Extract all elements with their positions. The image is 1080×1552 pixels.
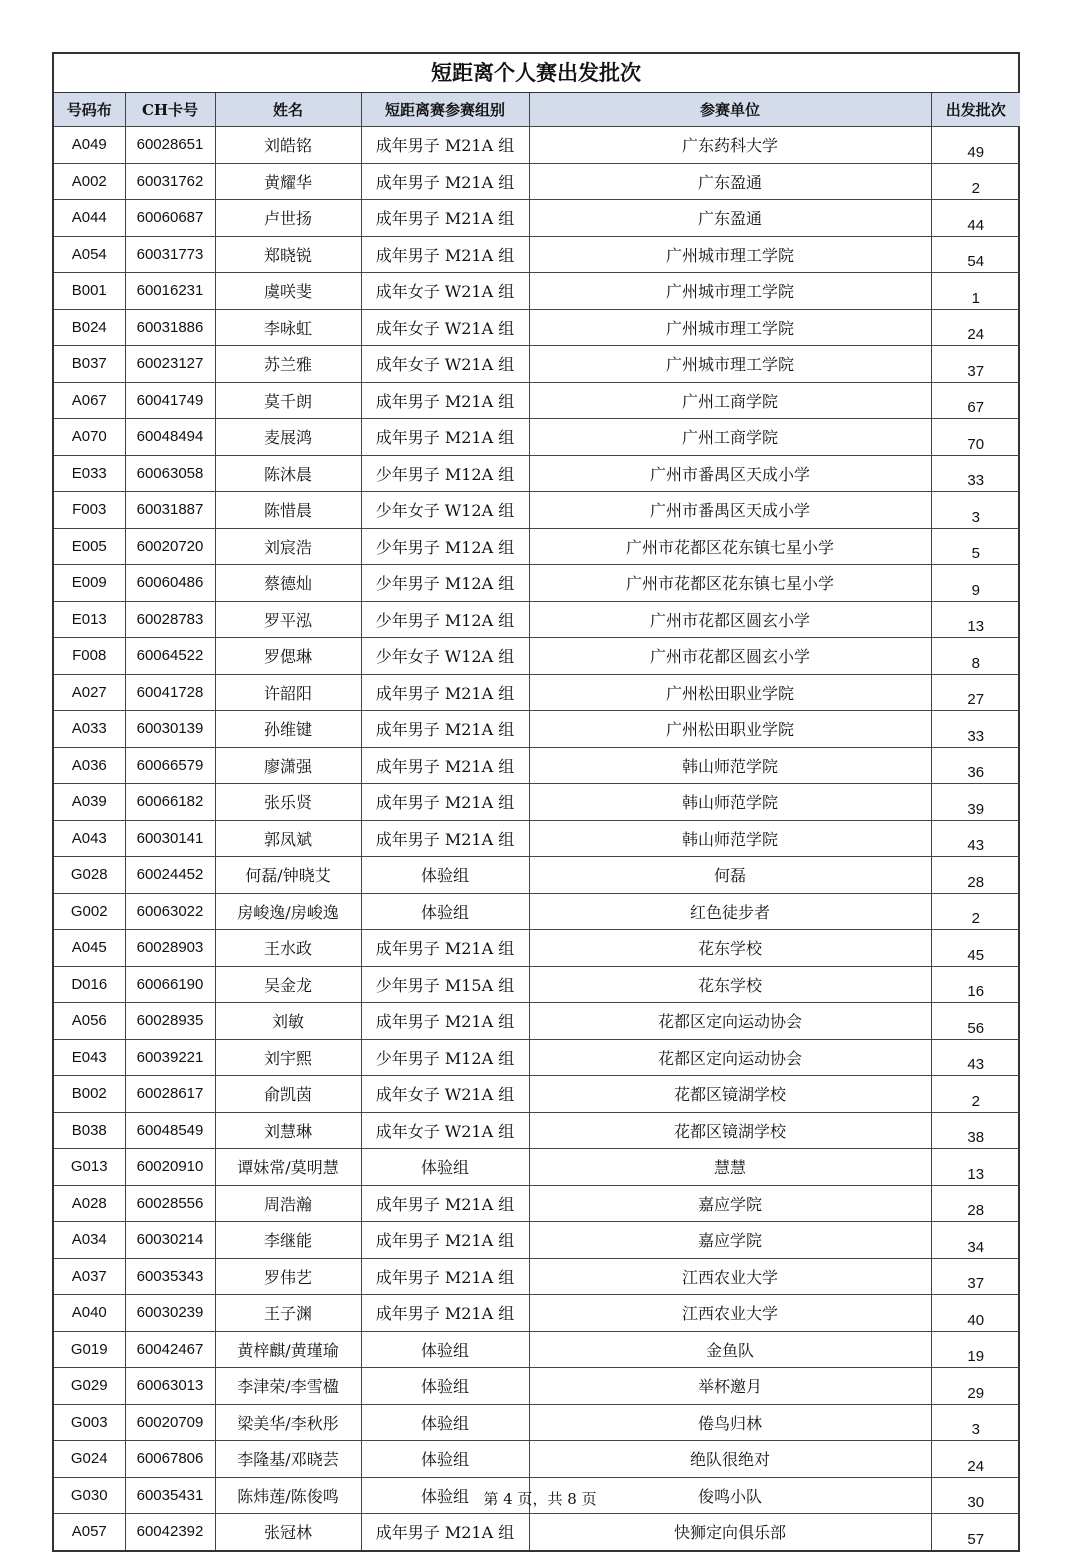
unit-cell: 江西农业大学: [529, 1295, 931, 1332]
ch-card-cell: 60041749: [125, 382, 215, 419]
table-row: [54, 1222, 1020, 1259]
name-cell: 李继能: [215, 1222, 361, 1259]
name-cell: 刘敏: [215, 1003, 361, 1040]
bib-cell: D016: [54, 966, 125, 1003]
bib-cell: A054: [54, 236, 125, 273]
batch-cell: 34: [931, 1222, 1020, 1259]
bib-cell: A045: [54, 930, 125, 967]
table-row: [54, 893, 1020, 930]
unit-cell: 广州市花都区花东镇七星小学: [529, 565, 931, 602]
ch-card-cell: 60063022: [125, 893, 215, 930]
group-cell: 少年男子 M12A 组: [361, 528, 529, 565]
batch-cell: 49: [931, 127, 1020, 164]
group-cell: 成年男子 M21A 组: [361, 1185, 529, 1222]
batch-cell: 27: [931, 674, 1020, 711]
group-cell: 体验组: [361, 893, 529, 930]
name-cell: 郑晓锐: [215, 236, 361, 273]
name-cell: 莫千朗: [215, 382, 361, 419]
group-cell: 体验组: [361, 1331, 529, 1368]
table-row: [54, 1112, 1020, 1149]
unit-cell: 韩山师范学院: [529, 747, 931, 784]
ch-card-cell: 60060687: [125, 200, 215, 237]
ch-card-cell: 60030139: [125, 711, 215, 748]
unit-cell: 快狮定向俱乐部: [529, 1514, 931, 1550]
group-cell: 成年男子 M21A 组: [361, 1295, 529, 1332]
unit-cell: 广州松田职业学院: [529, 674, 931, 711]
name-cell: 王水政: [215, 930, 361, 967]
unit-cell: 广州松田职业学院: [529, 711, 931, 748]
group-cell: 成年男子 M21A 组: [361, 127, 529, 164]
unit-cell: 广州城市理工学院: [529, 309, 931, 346]
name-cell: 王子渊: [215, 1295, 361, 1332]
unit-cell: 广州市花都区花东镇七星小学: [529, 528, 931, 565]
unit-cell: 花都区定向运动协会: [529, 1003, 931, 1040]
ch-card-cell: 60035343: [125, 1258, 215, 1295]
bib-cell: A002: [54, 163, 125, 200]
group-cell: 成年男子 M21A 组: [361, 930, 529, 967]
batch-cell: 1: [931, 273, 1020, 310]
batch-cell: 43: [931, 820, 1020, 857]
unit-cell: 红色徒步者: [529, 893, 931, 930]
table-row: [54, 346, 1020, 383]
bib-cell: A067: [54, 382, 125, 419]
name-cell: 陈沐晨: [215, 455, 361, 492]
batch-cell: 3: [931, 492, 1020, 529]
table-row: [54, 747, 1020, 784]
batch-cell: 24: [931, 1441, 1020, 1478]
name-cell: 黄梓麒/黄瑾瑜: [215, 1331, 361, 1368]
table-row: [54, 309, 1020, 346]
unit-cell: 广州工商学院: [529, 419, 931, 456]
batch-cell: 2: [931, 1076, 1020, 1113]
group-cell: 体验组: [361, 1404, 529, 1441]
table-row: [54, 1295, 1020, 1332]
ch-card-cell: 60031773: [125, 236, 215, 273]
unit-cell: 金鱼队: [529, 1331, 931, 1368]
name-cell: 卢世扬: [215, 200, 361, 237]
group-cell: 成年男子 M21A 组: [361, 784, 529, 821]
group-cell: 成年女子 W21A 组: [361, 1112, 529, 1149]
group-cell: 成年男子 M21A 组: [361, 382, 529, 419]
ch-card-cell: 60031762: [125, 163, 215, 200]
ch-card-cell: 60024452: [125, 857, 215, 894]
bib-cell: E043: [54, 1039, 125, 1076]
batch-cell: 57: [931, 1514, 1020, 1550]
batch-cell: 19: [931, 1331, 1020, 1368]
batch-cell: 30: [931, 1477, 1020, 1514]
header-unit: 参赛单位: [529, 93, 931, 127]
group-cell: 成年男子 M21A 组: [361, 200, 529, 237]
group-cell: 少年男子 M12A 组: [361, 455, 529, 492]
name-cell: 周浩瀚: [215, 1185, 361, 1222]
table-row: [54, 1404, 1020, 1441]
group-cell: 成年男子 M21A 组: [361, 236, 529, 273]
bib-cell: G024: [54, 1441, 125, 1478]
bib-cell: B001: [54, 273, 125, 310]
bib-cell: E009: [54, 565, 125, 602]
bib-cell: G029: [54, 1368, 125, 1405]
unit-cell: 广东药科大学: [529, 127, 931, 164]
page-footer: 第 4 页，共 8 页: [483, 1490, 597, 1508]
table-row: [54, 528, 1020, 565]
bib-cell: A049: [54, 127, 125, 164]
name-cell: 房峻逸/房峻逸: [215, 893, 361, 930]
name-cell: 廖潇强: [215, 747, 361, 784]
sheet-title: 短距离个人赛出发批次: [54, 54, 1018, 93]
bib-cell: F008: [54, 638, 125, 675]
batch-cell: 33: [931, 455, 1020, 492]
table-row: [54, 638, 1020, 675]
batch-cell: 37: [931, 1258, 1020, 1295]
bib-cell: G002: [54, 893, 125, 930]
unit-cell: 广东盈通: [529, 163, 931, 200]
name-cell: 刘皓铭: [215, 127, 361, 164]
table-row: [54, 200, 1020, 237]
table-row: [54, 601, 1020, 638]
group-cell: 少年男子 M12A 组: [361, 565, 529, 602]
group-cell: 体验组: [361, 857, 529, 894]
batch-cell: 39: [931, 784, 1020, 821]
ch-card-cell: 60028903: [125, 930, 215, 967]
name-cell: 刘宇熙: [215, 1039, 361, 1076]
table-row: [54, 1039, 1020, 1076]
header-group: 短距离赛参赛组别: [361, 93, 529, 127]
table-row: [54, 163, 1020, 200]
unit-cell: 花都区镜湖学校: [529, 1076, 931, 1113]
table-row: [54, 1258, 1020, 1295]
batch-cell: 8: [931, 638, 1020, 675]
unit-cell: 何磊: [529, 857, 931, 894]
group-cell: 成年男子 M21A 组: [361, 747, 529, 784]
table-row: [54, 1514, 1020, 1550]
name-cell: 吴金龙: [215, 966, 361, 1003]
bib-cell: A070: [54, 419, 125, 456]
name-cell: 黄耀华: [215, 163, 361, 200]
table-row: [54, 236, 1020, 273]
ch-card-cell: 60028556: [125, 1185, 215, 1222]
ch-card-cell: 60028783: [125, 601, 215, 638]
unit-cell: 广州市花都区圆玄小学: [529, 638, 931, 675]
table-row: [54, 382, 1020, 419]
batch-cell: 3: [931, 1404, 1020, 1441]
table-row: [54, 711, 1020, 748]
unit-cell: 花东学校: [529, 930, 931, 967]
unit-cell: 举杯邀月: [529, 1368, 931, 1405]
name-cell: 俞凯茵: [215, 1076, 361, 1113]
unit-cell: 韩山师范学院: [529, 820, 931, 857]
batch-cell: 16: [931, 966, 1020, 1003]
bib-cell: G030: [54, 1477, 125, 1514]
ch-card-cell: 60066579: [125, 747, 215, 784]
group-cell: 少年男子 M12A 组: [361, 601, 529, 638]
bib-cell: G028: [54, 857, 125, 894]
group-cell: 体验组: [361, 1368, 529, 1405]
bib-cell: B037: [54, 346, 125, 383]
ch-card-cell: 60042392: [125, 1514, 215, 1550]
name-cell: 李咏虹: [215, 309, 361, 346]
table-row: [54, 127, 1020, 164]
name-cell: 李津荣/李雪楹: [215, 1368, 361, 1405]
name-cell: 梁美华/李秋彤: [215, 1404, 361, 1441]
group-cell: 成年男子 M21A 组: [361, 820, 529, 857]
group-cell: 成年男子 M21A 组: [361, 1003, 529, 1040]
bib-cell: A040: [54, 1295, 125, 1332]
batch-cell: 70: [931, 419, 1020, 456]
group-cell: 少年男子 M15A 组: [361, 966, 529, 1003]
table-row: [54, 455, 1020, 492]
group-cell: 成年女子 W21A 组: [361, 273, 529, 310]
group-cell: 成年女子 W21A 组: [361, 346, 529, 383]
ch-card-cell: 60020720: [125, 528, 215, 565]
bib-cell: A036: [54, 747, 125, 784]
unit-cell: 江西农业大学: [529, 1258, 931, 1295]
ch-card-cell: 60035431: [125, 1477, 215, 1514]
batch-cell: 2: [931, 893, 1020, 930]
name-cell: 罗伟艺: [215, 1258, 361, 1295]
ch-card-cell: 60048549: [125, 1112, 215, 1149]
header-ch-card: CH卡号: [125, 93, 215, 127]
batch-cell: 24: [931, 309, 1020, 346]
ch-card-cell: 60066190: [125, 966, 215, 1003]
ch-card-cell: 60064522: [125, 638, 215, 675]
name-cell: 何磊/钟晓艾: [215, 857, 361, 894]
group-cell: 成年男子 M21A 组: [361, 163, 529, 200]
name-cell: 陈炜莲/陈俊鸣: [215, 1477, 361, 1514]
name-cell: 刘宸浩: [215, 528, 361, 565]
bib-cell: A056: [54, 1003, 125, 1040]
ch-card-cell: 60020709: [125, 1404, 215, 1441]
group-cell: 成年男子 M21A 组: [361, 1514, 529, 1550]
bib-cell: G003: [54, 1404, 125, 1441]
batch-cell: 67: [931, 382, 1020, 419]
table-row: [54, 1149, 1020, 1186]
bib-cell: B002: [54, 1076, 125, 1113]
name-cell: 张乐贤: [215, 784, 361, 821]
group-cell: 成年男子 M21A 组: [361, 1222, 529, 1259]
unit-cell: 慧慧: [529, 1149, 931, 1186]
bib-cell: F003: [54, 492, 125, 529]
batch-cell: 9: [931, 565, 1020, 602]
name-cell: 孙维键: [215, 711, 361, 748]
ch-card-cell: 60067806: [125, 1441, 215, 1478]
ch-card-cell: 60031887: [125, 492, 215, 529]
unit-cell: 广州市番禺区天成小学: [529, 492, 931, 529]
ch-card-cell: 60048494: [125, 419, 215, 456]
table-row: [54, 1003, 1020, 1040]
ch-card-cell: 60030214: [125, 1222, 215, 1259]
table-row: [54, 492, 1020, 529]
bib-cell: A034: [54, 1222, 125, 1259]
ch-card-cell: 60031886: [125, 309, 215, 346]
name-cell: 麦展鸿: [215, 419, 361, 456]
name-cell: 李隆基/邓晓芸: [215, 1441, 361, 1478]
table-row: [54, 857, 1020, 894]
unit-cell: 广州市番禺区天成小学: [529, 455, 931, 492]
batch-cell: 5: [931, 528, 1020, 565]
unit-cell: 广州城市理工学院: [529, 236, 931, 273]
bib-cell: E013: [54, 601, 125, 638]
batch-cell: 54: [931, 236, 1020, 273]
name-cell: 谭妹常/莫明慧: [215, 1149, 361, 1186]
ch-card-cell: 60023127: [125, 346, 215, 383]
batch-cell: 13: [931, 601, 1020, 638]
unit-cell: 广州城市理工学院: [529, 273, 931, 310]
header-bib: 号码布: [54, 93, 125, 127]
unit-cell: 韩山师范学院: [529, 784, 931, 821]
table-row: [54, 273, 1020, 310]
table-row: [54, 930, 1020, 967]
name-cell: 虞咲斐: [215, 273, 361, 310]
unit-cell: 花东学校: [529, 966, 931, 1003]
ch-card-cell: 60060486: [125, 565, 215, 602]
group-cell: 成年女子 W21A 组: [361, 309, 529, 346]
batch-cell: 40: [931, 1295, 1020, 1332]
group-cell: 体验组: [361, 1477, 529, 1514]
bib-cell: A028: [54, 1185, 125, 1222]
bib-cell: G019: [54, 1331, 125, 1368]
group-cell: 成年男子 M21A 组: [361, 419, 529, 456]
start-batch-sheet: [52, 52, 1020, 1552]
table-row: [54, 565, 1020, 602]
batch-cell: 36: [931, 747, 1020, 784]
group-cell: 成年男子 M21A 组: [361, 1258, 529, 1295]
group-cell: 少年女子 W12A 组: [361, 492, 529, 529]
table-row: [54, 784, 1020, 821]
batch-cell: 45: [931, 930, 1020, 967]
bib-cell: E005: [54, 528, 125, 565]
table-row: [54, 820, 1020, 857]
batch-cell: 29: [931, 1368, 1020, 1405]
batch-cell: 28: [931, 1185, 1020, 1222]
ch-card-cell: 60063013: [125, 1368, 215, 1405]
bib-cell: A037: [54, 1258, 125, 1295]
ch-card-cell: 60030141: [125, 820, 215, 857]
ch-card-cell: 60028617: [125, 1076, 215, 1113]
name-cell: 张冠林: [215, 1514, 361, 1550]
ch-card-cell: 60030239: [125, 1295, 215, 1332]
table-row: [54, 1368, 1020, 1405]
batch-cell: 28: [931, 857, 1020, 894]
batch-cell: 38: [931, 1112, 1020, 1149]
name-cell: 郭凤斌: [215, 820, 361, 857]
unit-cell: 广州市花都区圆玄小学: [529, 601, 931, 638]
group-cell: 成年男子 M21A 组: [361, 674, 529, 711]
bib-cell: A044: [54, 200, 125, 237]
bib-cell: E033: [54, 455, 125, 492]
unit-cell: 嘉应学院: [529, 1222, 931, 1259]
unit-cell: 花都区定向运动协会: [529, 1039, 931, 1076]
ch-card-cell: 60028651: [125, 127, 215, 164]
batch-cell: 37: [931, 346, 1020, 383]
unit-cell: 俊鸣小队: [529, 1477, 931, 1514]
group-cell: 成年男子 M21A 组: [361, 711, 529, 748]
unit-cell: 绝队很绝对: [529, 1441, 931, 1478]
name-cell: 许韶阳: [215, 674, 361, 711]
unit-cell: 花都区镜湖学校: [529, 1112, 931, 1149]
unit-cell: 倦鸟归林: [529, 1404, 931, 1441]
header-name: 姓名: [215, 93, 361, 127]
unit-cell: 广州工商学院: [529, 382, 931, 419]
bib-cell: A027: [54, 674, 125, 711]
group-cell: 成年女子 W21A 组: [361, 1076, 529, 1113]
table-row: [54, 419, 1020, 456]
ch-card-cell: 60016231: [125, 273, 215, 310]
bib-cell: B038: [54, 1112, 125, 1149]
group-cell: 少年男子 M12A 组: [361, 1039, 529, 1076]
bib-cell: A039: [54, 784, 125, 821]
table-row: [54, 674, 1020, 711]
header-batch: 出发批次: [931, 93, 1020, 127]
batch-cell: 13: [931, 1149, 1020, 1186]
ch-card-cell: 60042467: [125, 1331, 215, 1368]
unit-cell: 广州城市理工学院: [529, 346, 931, 383]
bib-cell: B024: [54, 309, 125, 346]
table-row: [54, 1441, 1020, 1478]
ch-card-cell: 60020910: [125, 1149, 215, 1186]
batch-cell: 43: [931, 1039, 1020, 1076]
table-header-row: [54, 93, 1020, 127]
ch-card-cell: 60063058: [125, 455, 215, 492]
ch-card-cell: 60041728: [125, 674, 215, 711]
bib-cell: A043: [54, 820, 125, 857]
batch-cell: 44: [931, 200, 1020, 237]
table-row: [54, 966, 1020, 1003]
table-row: [54, 1185, 1020, 1222]
ch-card-cell: 60066182: [125, 784, 215, 821]
batch-cell: 2: [931, 163, 1020, 200]
name-cell: 罗平泓: [215, 601, 361, 638]
ch-card-cell: 60039221: [125, 1039, 215, 1076]
start-batch-table: [54, 93, 1020, 1550]
group-cell: 体验组: [361, 1149, 529, 1186]
name-cell: 陈惜晨: [215, 492, 361, 529]
ch-card-cell: 60028935: [125, 1003, 215, 1040]
bib-cell: A057: [54, 1514, 125, 1550]
batch-cell: 56: [931, 1003, 1020, 1040]
table-row: [54, 1076, 1020, 1113]
group-cell: 体验组: [361, 1441, 529, 1478]
name-cell: 罗偲琳: [215, 638, 361, 675]
name-cell: 刘慧琳: [215, 1112, 361, 1149]
unit-cell: 广东盈通: [529, 200, 931, 237]
batch-cell: 33: [931, 711, 1020, 748]
bib-cell: A033: [54, 711, 125, 748]
name-cell: 苏兰雅: [215, 346, 361, 383]
table-row: [54, 1331, 1020, 1368]
name-cell: 蔡德灿: [215, 565, 361, 602]
bib-cell: G013: [54, 1149, 125, 1186]
group-cell: 少年女子 W12A 组: [361, 638, 529, 675]
unit-cell: 嘉应学院: [529, 1185, 931, 1222]
